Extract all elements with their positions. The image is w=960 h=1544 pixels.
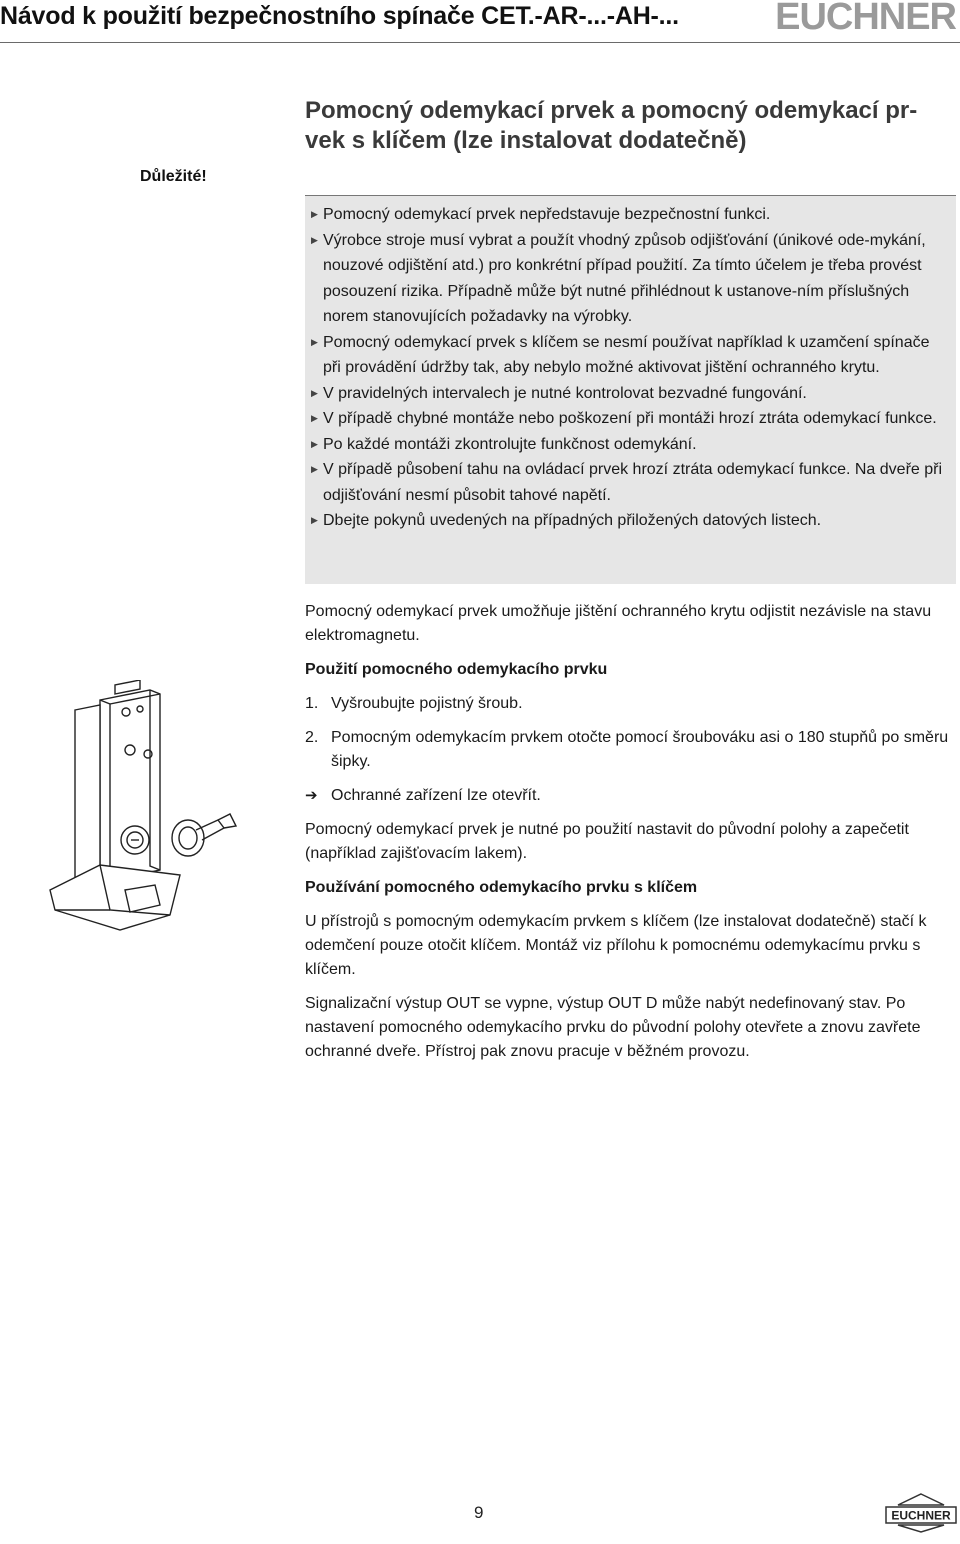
safety-switch-illustration <box>40 680 280 940</box>
warning-item: ▶ Pomocný odemykací prvek nepředstavuje bezpečnostní funkci. <box>305 202 956 228</box>
footer-logo-text: EUCHNER <box>891 1508 951 1523</box>
triangle-bullet-icon: ▶ <box>311 209 318 219</box>
section-heading-line-2: vek s klíčem (lze instalovat dodatečně) <box>305 127 747 154</box>
result-text: Ochranné zařízení lze otevřít. <box>331 787 541 804</box>
triangle-bullet-icon: ▶ <box>311 438 318 449</box>
header-divider <box>0 42 960 43</box>
warning-item: ▶ V případě chybné montáže nebo poškození při montáži hrozí ztráta odemykací funkce. <box>305 406 956 432</box>
reset-note: Pomocný odemykací prvek je nutné po použití nastavit do původní polohy a zapečetit (například zajišťovacím lakem). <box>305 821 909 862</box>
triangle-bullet-icon: ▶ <box>311 413 318 423</box>
warning-item: ▶ Pomocný odemykací prvek s klíčem se nesmí používat například k uzamčení spínače při provádění údržby tak, aby nebylo možné aktivovat jištění ochranného krytu. <box>305 330 956 381</box>
triangle-bullet-icon: ▶ <box>311 464 318 474</box>
step-item <box>305 726 960 774</box>
section-heading-line-1: Pomocný odemykací prvek a pomocný odemykací pr- <box>305 97 918 124</box>
step-text: Pomocným odemykacím prvkem otočte pomocí šroubováku asi o 180 stupňů po směru šipky. <box>331 729 949 770</box>
signal-paragraph: Signalizační výstup OUT se vypne, výstup OUT D může nabýt nedefinovaný stav. Po nastavení pomocného odemykacího prvku do původní polohy otevřete a znovu zavřete ochranné dveře. Přístroj pak znovu pracuje v běžném provozu. <box>305 995 921 1060</box>
key-paragraph: U přístrojů s pomocným odemykacím prvkem s klíčem (lze instalovat dodatečně) stačí k odemčení pouze otočit klíčem. Montáž viz přílohu k pomocnému odemykacímu prvku s klíčem. <box>305 913 927 978</box>
important-label: Důležité! <box>140 168 207 185</box>
result-arrow-icon: ➔ <box>305 787 318 804</box>
usage-heading: Použití pomocného odemykacího prvku <box>305 661 608 678</box>
page-number: 9 <box>474 1503 484 1522</box>
warning-box <box>305 195 956 584</box>
warning-item: ▶ Po každé montáži zkontrolujte funkčnost odemykání. <box>305 432 956 458</box>
warning-item: ▶ Dbejte pokynů uvedených na případných přiložených datových listech. <box>305 508 956 534</box>
step-number: 1. <box>305 695 319 712</box>
step-number: 2. <box>305 729 319 746</box>
triangle-bullet-icon: ▶ <box>311 234 318 245</box>
triangle-bullet-icon: ▶ <box>311 336 318 347</box>
intro-paragraph: Pomocný odemykací prvek umožňuje jištění ochranného krytu odjistit nezávisle na stavu elektromagnetu. <box>305 603 932 644</box>
step-item <box>305 692 960 716</box>
main-content <box>305 600 960 1074</box>
key-heading: Používání pomocného odemykacího prvku s klíčem <box>305 879 698 896</box>
triangle-bullet-icon: ▶ <box>311 515 318 525</box>
result-item <box>305 784 960 808</box>
warning-item: ▶ V případě působení tahu na ovládací prvek hrozí ztráta odemykací funkce. Na dveře při odjišťování nesmí působit tahové napětí. <box>305 457 956 508</box>
euchner-footer-logo <box>884 1493 958 1533</box>
brand-logo: EUCHNER <box>775 0 956 38</box>
section-heading <box>305 96 945 156</box>
triangle-bullet-icon: ▶ <box>311 387 318 398</box>
step-text: Vyšroubujte pojistný šroub. <box>331 695 523 712</box>
warning-list <box>305 196 956 534</box>
warning-item: ▶ V pravidelných intervalech je nutné kontrolovat bezvadné fungování. <box>305 381 956 407</box>
warning-item: ▶ Výrobce stroje musí vybrat a použít vhodný způsob odjišťování (únikové ode-mykání, nouzové odjištění atd.) pro konkrétní případ použití. Za tímto účelem je třeba provést posouzení rizika. Případně může být nutné přihlédnout k ustanove-ním příslušných norem stanovujících požadavky na výrobky. <box>305 228 956 330</box>
document-title: Návod k použití bezpečnostního spínače CET.-AR-...-AH-... <box>0 2 679 30</box>
